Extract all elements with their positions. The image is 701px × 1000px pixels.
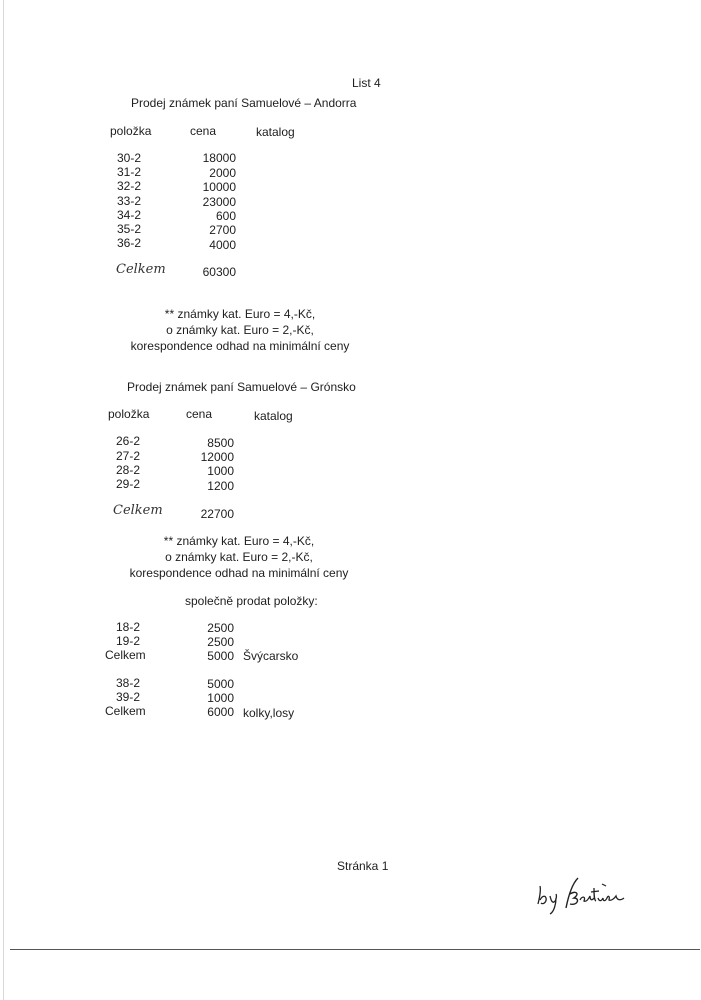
gronsko-total-value: 22700	[200, 507, 234, 521]
joint-total-label: Celkem	[105, 704, 146, 718]
andorra-row-price: 18000	[202, 151, 236, 165]
andorra-header-price: cena	[190, 124, 217, 138]
andorra-row-item: 36-2	[117, 236, 142, 250]
gronsko-header-item: položka	[108, 407, 150, 421]
joint-row-price: 2500	[207, 621, 234, 635]
joint-total-label: Celkem	[105, 648, 146, 662]
gronsko-row-price: 1000	[207, 464, 234, 478]
joint-row-item: 19-2	[116, 634, 141, 648]
andorra-row-price: 2000	[209, 166, 236, 180]
andorra-row-price: 10000	[202, 180, 236, 194]
gronsko-row-item: 29-2	[116, 477, 141, 491]
andorra-row-price: 23000	[202, 195, 236, 209]
page-number: Stránka 1	[337, 859, 389, 873]
gronsko-title: Prodej známek paní Samuelové – Grónsko	[127, 380, 356, 394]
joint-row-item: 18-2	[116, 620, 141, 634]
joint-row-price: 5000	[207, 677, 234, 691]
andorra-note: ** známky kat. Euro = 4,-Kč,	[164, 307, 316, 321]
gronsko-note: korespondence odhad na minimální ceny	[129, 566, 349, 580]
gronsko-row-item: 28-2	[116, 463, 141, 477]
andorra-row-item: 34-2	[117, 208, 142, 222]
scan-edge	[3, 0, 4, 1000]
gronsko-header-catalog: katalog	[254, 409, 293, 423]
andorra-note: o známky kat. Euro = 2,-Kč,	[166, 323, 314, 337]
andorra-row-item: 30-2	[117, 151, 142, 165]
andorra-row-price: 4000	[209, 238, 236, 252]
sheet-label: List 4	[352, 76, 381, 90]
joint-row-item: 38-2	[116, 676, 141, 690]
gronsko-row-item: 26-2	[116, 434, 141, 448]
andorra-row-item: 31-2	[117, 165, 142, 179]
joint-group-note: kolky,losy	[243, 706, 295, 720]
gronsko-header-price: cena	[186, 407, 213, 421]
andorra-header-catalog: katalog	[256, 125, 295, 139]
joint-heading: společně prodat položky:	[185, 594, 318, 608]
andorra-title: Prodej známek paní Samuelové – Andorra	[131, 96, 357, 110]
andorra-row-item: 32-2	[117, 179, 142, 193]
joint-total-value: 5000	[207, 649, 234, 663]
gronsko-row-price: 8500	[207, 436, 234, 450]
bottom-divider	[10, 949, 700, 950]
andorra-header-item: položka	[110, 124, 152, 138]
gronsko-note: ** známky kat. Euro = 4,-Kč,	[163, 534, 315, 548]
andorra-row-item: 33-2	[117, 194, 142, 208]
gronsko-row-price: 1200	[207, 479, 234, 493]
joint-row-item: 39-2	[116, 690, 141, 704]
andorra-total-value: 60300	[202, 265, 236, 279]
andorra-total-label: Celkem	[116, 262, 166, 277]
gronsko-row-price: 12000	[200, 450, 234, 464]
andorra-row-item: 35-2	[117, 222, 142, 236]
joint-row-price: 1000	[207, 691, 234, 705]
andorra-row-price: 2700	[209, 223, 236, 237]
joint-total-value: 6000	[207, 705, 234, 719]
gronsko-note: o známky kat. Euro = 2,-Kč,	[165, 550, 313, 564]
andorra-row-price: 600	[215, 209, 236, 223]
joint-group-note: Švýcarsko	[243, 649, 299, 663]
andorra-note: korespondence odhad na minimální ceny	[130, 339, 350, 353]
gronsko-row-item: 27-2	[116, 449, 141, 463]
signature-image	[532, 874, 632, 918]
joint-row-price: 2500	[207, 635, 234, 649]
gronsko-total-label: Celkem	[113, 503, 163, 518]
